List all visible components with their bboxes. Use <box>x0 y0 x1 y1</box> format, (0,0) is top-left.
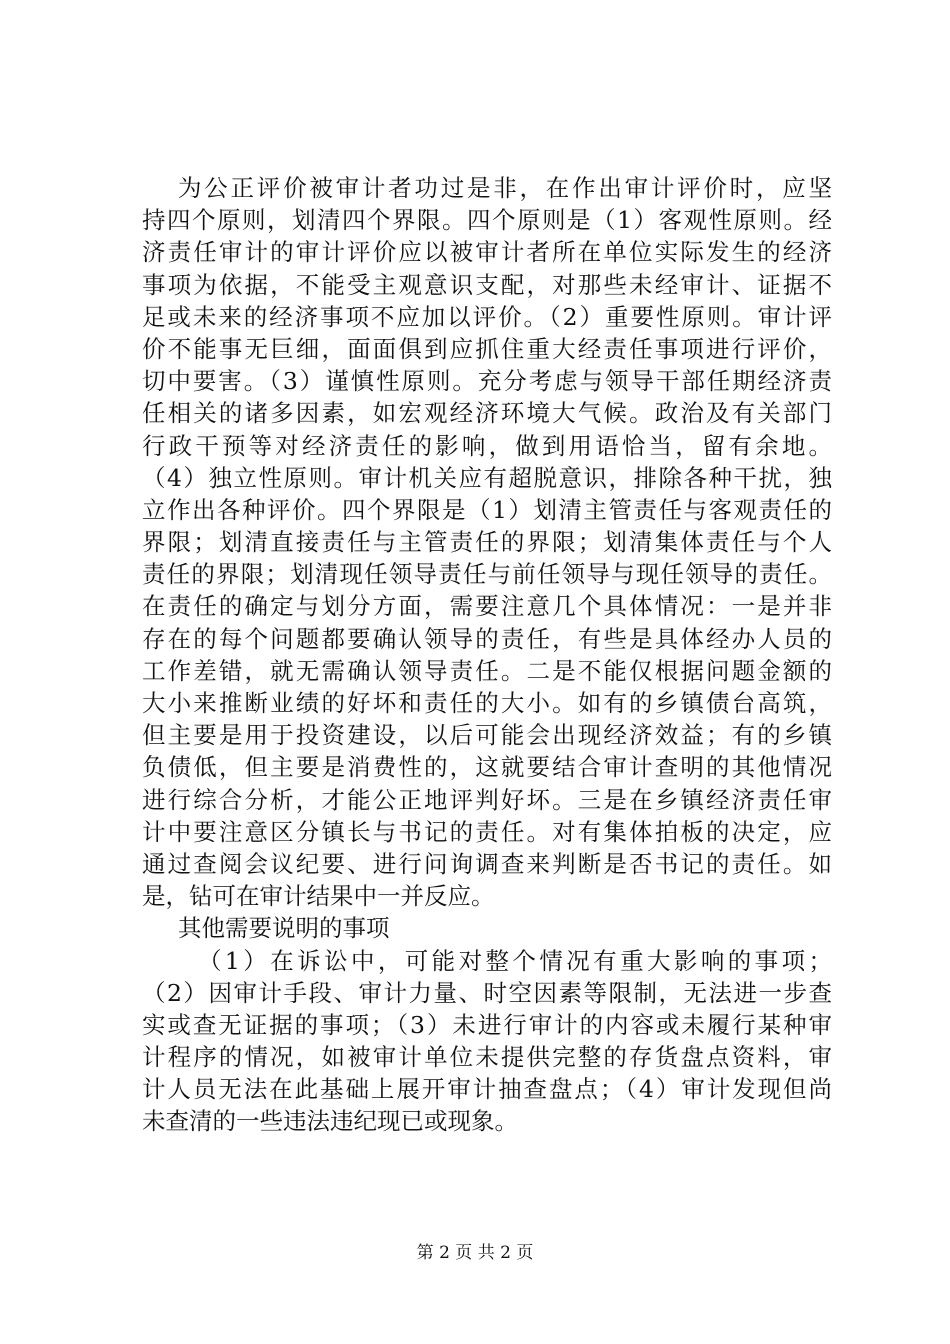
text-line: 大小来推断业绩的好坏和责任的大小。如有的乡镇债台高筑， <box>142 689 832 717</box>
text-line: 但主要是用于投资建设，以后可能会出现经济效益；有的乡镇 <box>142 721 832 750</box>
text-line: 事项为依据，不能受主观意识支配，对那些未经审计、证据不 <box>142 270 832 299</box>
text-line: （4）独立性原则。审计机关应有超脱意识，排除各种干扰，独 <box>142 463 832 492</box>
text-line: 界限；划清直接责任与主管责任的界限；划清集体责任与个人 <box>142 528 832 557</box>
text-line: （1）在诉讼中，可能对整个情况有重大影响的事项； <box>198 946 832 975</box>
text-line: 工作差错，就无需确认领导责任。二是不能仅根据问题金额的 <box>142 656 832 685</box>
text-line: 价不能事无巨细，面面俱到应抓住重大经责任事项进行评价， <box>142 334 832 363</box>
text-line: 实或查无证据的事项；（3）未进行审计的内容或未履行某种审 <box>142 1010 832 1039</box>
paragraph-audit-principles <box>142 172 832 912</box>
text-line: 存在的每个问题都要确认领导的责任，有些是具体经办人员的 <box>142 624 832 653</box>
text-line: 立作出各种评价。四个界限是（1）划清主管责任与客观责任的 <box>142 495 832 524</box>
text-line: 计人员无法在此基础上展开审计抽查盘点；（4）审计发现但尚 <box>142 1075 832 1104</box>
text-line: 持四个原则，划清四个界限。四个原则是（1）客观性原则。经 <box>142 206 832 235</box>
paragraph-other-matters <box>142 945 832 1138</box>
text-line: 是，钻可在审计结果中一并反应。 <box>142 882 495 911</box>
text-line: 进行综合分析，才能公正地评判好坏。三是在乡镇经济责任审 <box>142 785 832 814</box>
text-line: （2）因审计手段、审计力量、时空因素等限制，无法进一步查 <box>142 978 832 1007</box>
text-line: 在责任的确定与划分方面，需要注意几个具体情况：一是并非 <box>142 592 832 621</box>
text-line: 责任的界限；划清现任领导责任与前任领导与现任领导的责任。 <box>142 560 832 589</box>
text-line: 计中要注意区分镇长与书记的责任。对有集体拍板的决定，应 <box>142 817 832 846</box>
text-line: 行政干预等对经济责任的影响，做到用语恰当，留有余地。 <box>142 431 832 460</box>
text-line: 计程序的情况，如被审计单位未提供完整的存货盘点资料，审 <box>142 1043 832 1072</box>
text-line: 为公正评价被审计者功过是非，在作出审计评价时，应坚 <box>178 174 832 202</box>
text-line: 足或未来的经济事项不应加以评价。（2）重要性原则。审计评 <box>142 302 832 331</box>
text-line: 负债低，但主要是消费性的，这就要结合审计查明的其他情况 <box>142 753 832 782</box>
text-line: 切中要害。（3）谨慎性原则。充分考虑与领导干部任期经济责 <box>142 367 832 396</box>
text-line: 任相关的诸多因素，如宏观经济环境大气候。政治及有关部门 <box>142 399 832 428</box>
text-line: 未查清的一些违法违纪现已或现象。 <box>142 1107 518 1136</box>
text-line: 通过查阅会议纪要、进行问询调查来判断是否书记的责任。如 <box>142 849 832 878</box>
section-heading: 其他需要说明的事项 <box>178 914 390 943</box>
text-line: 济责任审计的审计评价应以被审计者所在单位实际发生的经济 <box>142 238 832 267</box>
page-number-footer: 第 2 页 共 2 页 <box>416 1243 534 1263</box>
document-body <box>142 172 832 1138</box>
